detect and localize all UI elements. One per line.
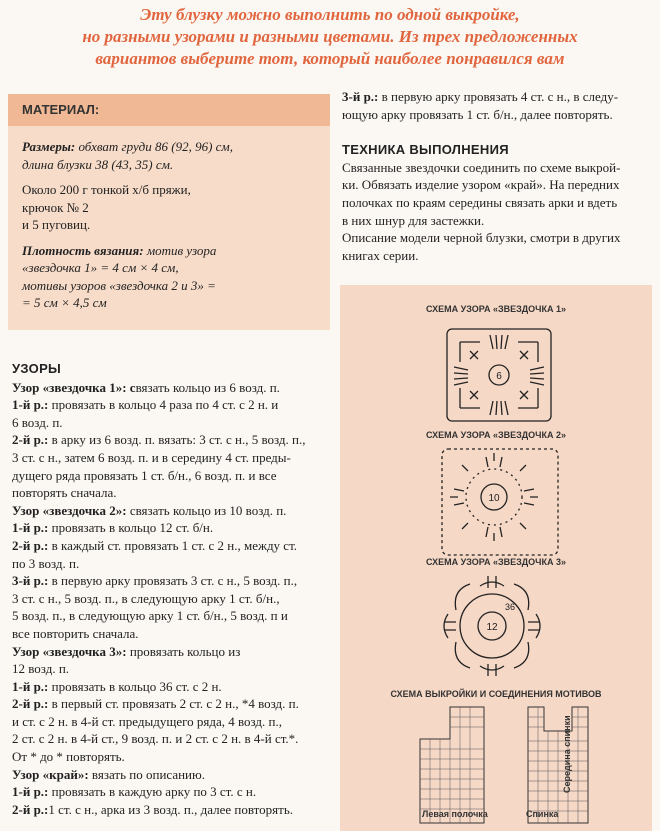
technique-column [342,88,654,264]
material-body [22,138,322,320]
ring2-count: 10 [488,493,500,504]
intro-heading [0,4,660,70]
pattern-line: все повторить сначала. [12,625,139,641]
diagram4-title: СХЕМА ВЫКРОЙКИ И СОЕДИНЕНИЯ МОТИВОВ [390,689,602,699]
patterns-text [12,379,330,819]
label-back-middle: Середина спинки [562,715,572,793]
star2-diagram [430,443,570,561]
diagrams-panel [340,285,652,831]
sizes: Размеры: обхват груди 86 (92, 96) см, длина блузки 38 (43, 35) см. [22,139,233,172]
intro-line-2: но разными узорами и разными цветами. Из трех предложенных [82,27,578,46]
density: Плотность вязания: мотив узора «звездочка 1» = 4 см × 4 см, мотивы узоров «звездочка 2 и 3» = = 5 см × 4,5 см [22,242,217,310]
diagram1-title: СХЕМА УЗОРА «ЗВЕЗДОЧКА 1» [425,304,566,314]
material-box [8,94,330,330]
pattern-line: 3 ст. с н., 5 возд. п., в следующую арку 1 ст. б/н., [12,590,280,606]
pattern-line: 2-й р.:1 ст. с н., арка из 3 возд. п., далее повторять. [12,801,294,817]
pattern-line: 1-й р.: провязать в кольцо 12 ст. б/н. [12,520,214,536]
yarn: Около 200 г тонкой х/б пряжи, крючок № 2 и 5 пуговиц. [22,182,191,232]
star1-diagram [430,317,570,427]
material-title: МАТЕРИАЛ: [22,102,100,117]
row3-text: 3-й р.: в первую арку провязать 4 ст. с н., в следу- ющую арку провязать 1 ст. б/н., далее повторять. [342,89,619,122]
pattern-line: Узор «звездочка 2»: связать кольцо из 10 возд. п. [12,502,287,518]
star3-diagram [430,570,570,688]
pattern-line: 2 ст. с 2 н. в 4-й ст., 9 возд. п. и 2 ст. с 2 н. в 4-й ст.*. [12,731,299,747]
patterns-heading: УЗОРЫ [12,361,62,376]
intro-line-1: Эту блузку можно выполнить по одной выкройке, [140,5,520,24]
pattern-line: 1-й р.: провязать в кольцо 4 раза по 4 ст. с 2 н. и [12,397,279,413]
pattern-line: 1-й р.: провязать в каждую арку по 3 ст. с н. [12,784,257,800]
pattern-line: Узор «звездочка 1»: связать кольцо из 6 возд. п. [12,379,280,395]
intro-line-3: вариантов выберите тот, который наиболее понравился вам [95,49,565,68]
pattern-line: 5 возд. п., в следующую арку 1 ст. б/н., 5 возд. п и [12,608,288,624]
diagram2-title: СХЕМА УЗОРА «ЗВЕЗДОЧКА 2» [425,430,566,440]
pattern-line: 2-й р.: в первый ст. провязать 2 ст. с 2 н., *4 возд. п. [12,696,299,712]
ring3-outer-count: 36 [504,602,516,612]
pattern-line: 2-й р.: в арку из 6 возд. п. вязать: 3 ст. с н., 5 возд. п., [12,432,306,448]
pattern-line: Узор «край»: вязать по описанию. [12,766,205,782]
diagram3-title: СХЕМА УЗОРА «ЗВЕЗДОЧКА 3» [425,557,566,567]
pattern-line: 2-й р.: в каждый ст. провязать 1 ст. с 2 н., между ст. [12,537,298,553]
pattern-line: 6 возд. п. [12,414,63,430]
ring1-count: 6 [496,371,502,382]
material-header [8,94,330,126]
ring3-inner-count: 12 [486,622,498,633]
pattern-line: 3 ст. с н., затем 6 возд. п. и в середину 4 ст. преды- [12,449,291,465]
pattern-line: Узор «звездочка 3»: провязать кольцо из [12,643,241,659]
pattern-line: дущего ряда провязать 1 ст. б/н., 6 возд. п. и все [12,467,277,483]
patterns-column [12,360,330,818]
pattern-line: 3-й р.: в первую арку провязать 3 ст. с н., 5 возд. п., [12,573,298,589]
pattern-line: и ст. с 2 н. в 4-й ст. предыдущего ряда, 4 возд. п., [12,713,282,729]
pattern-line: 12 возд. п. [12,661,70,677]
pattern-line: по 3 возд. п. [12,555,80,571]
technique-heading: ТЕХНИКА ВЫПОЛНЕНИЯ [342,142,509,158]
label-back: Спинка [526,809,559,819]
pattern-line: От * до * повторять. [12,749,125,765]
pattern-line: повторять сначала. [12,485,117,501]
label-left-front: Левая полочка [422,809,488,819]
pattern-line: 1-й р.: провязать в кольцо 36 ст. с 2 н. [12,678,222,694]
technique-text: Связанные звездочки соединить по схеме выкрой- ки. Обвязать изделие узором «край». На передних полочках по краям середины связать арки и вдеть в них шнур для застежки. Описание модели черной блузки, смотри в других книгах серии. [342,159,621,263]
